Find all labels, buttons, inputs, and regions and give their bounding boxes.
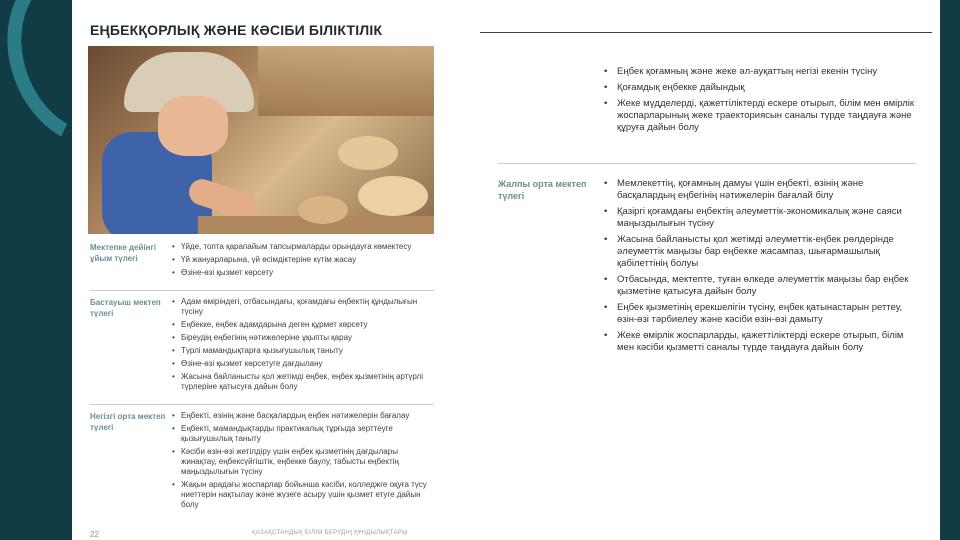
list-item: • Біреудің еңбегінің нәтижелеріне ұқыпты қарау bbox=[172, 333, 434, 343]
photo-shelf bbox=[258, 46, 434, 116]
list-item: • Жеке мүдделерді, қажеттіліктерді ескере отырып, білім мен өмірлік жоспарларының жеке траекториясын саналы түрде таңдауға және құруға дайын болу bbox=[604, 98, 916, 134]
list-item: • Жасына байланысты қол жетімді еңбек, еңбек қызметінің әртүрлі түрлеріне қатысуға дайын болу bbox=[172, 372, 434, 392]
list-item: • Үй жануарларына, үй өсімдіктеріне күтім жасау bbox=[172, 255, 434, 265]
row-label: Мектепке дейінгі ұйым түлегі bbox=[90, 243, 157, 263]
row-label: Негізгі орта мектеп түлегі bbox=[90, 412, 166, 432]
list-item: • Үйде, топта қарапайым тапсырмаларды орындауға көмектесу bbox=[172, 242, 434, 252]
slide-number: 16 bbox=[902, 498, 916, 512]
list-item: • Кәсіби өзін-өзі жетілдіру үшін еңбек қызметінің дағдылары жинақтау, еңбексүйгіштік, еңбекке баулу, табысты еңбектің маңыздылығын түсіну bbox=[172, 447, 434, 477]
list-item: • Еңбекті, өзінің және басқалардың еңбек нәтижелерін бағалау bbox=[172, 411, 434, 421]
row-divider bbox=[90, 290, 434, 291]
list-item: • Еңбекке, еңбек адамдарына деген құрмет көрсету bbox=[172, 320, 434, 330]
list-item: • Қазіргі қоғамдағы еңбектің әлеуметтік-экономикалық және саяси маңыздылығын түсіну bbox=[604, 206, 916, 230]
list-item: • Адам өміріндегі, отбасындағы, қоғамдағы еңбектің құндылығын түсіну bbox=[172, 297, 434, 317]
row-divider bbox=[90, 404, 434, 405]
list-item: • Еңбек қоғамның және жеке әл-ауқаттың негізі екенін түсіну bbox=[604, 66, 916, 78]
row-items bbox=[172, 297, 434, 395]
row-label: Бастауыш мектеп түлегі bbox=[90, 298, 161, 318]
photo-wooden-bowl bbox=[338, 136, 398, 170]
row-items bbox=[172, 411, 434, 513]
list-item: • Еңбекті, мамандықтарды практикалық тұрғыда зерттеуге қызығушылық таныту bbox=[172, 424, 434, 444]
row-items bbox=[604, 178, 916, 358]
footer-text: ҚАЗАҚСТАНДЫҚ БІЛІМ БЕРУДІҢ ҚҰНДЫЛЫҚТАРЫ bbox=[252, 530, 408, 536]
footer-page-number: 22 bbox=[90, 530, 99, 539]
list-item: • Жақын арадағы жоспарлар бойынша кәсіби, колледжге оқуға түсу ниеттерін нақтылау және жүзеге асыру үшін қызмет етуге дайын болу bbox=[172, 480, 434, 510]
photo-wooden-bowl bbox=[298, 196, 348, 224]
slide-right-background bbox=[940, 0, 960, 540]
photo-wooden-bowl bbox=[358, 176, 428, 216]
list-item: • Түрлі мамандықтарға қызығушылық таныту bbox=[172, 346, 434, 356]
row-divider bbox=[498, 163, 916, 164]
list-item: • Өзіне-өзі қызмет көрсетуге дағдылану bbox=[172, 359, 434, 369]
boy-woodworking-photo bbox=[88, 46, 434, 234]
list-item: • Мемлекеттің, қоғамның дамуы үшін еңбекті, өзінің және басқалардың еңбегінің нәтижелерін бағалай білу bbox=[604, 178, 916, 202]
row-items bbox=[604, 66, 916, 138]
page-title: ЕҢБЕКҚОРЛЫҚ ЖӘНЕ КӘСІБИ БІЛІКТІЛІК bbox=[90, 22, 383, 38]
list-item: • Отбасында, мектепте, туған өлкеде әлеуметтік маңызы бар еңбек қызметіне қатысуға дайын болу bbox=[604, 274, 916, 298]
row-items bbox=[172, 242, 434, 281]
list-item: • Жасына байланысты қол жетімді әлеуметтік-еңбек рөлдерінде әлеуметтік маңызы бар еңбекке жасампаз, шығармашылық қабілеттінің болуы bbox=[604, 234, 916, 270]
document-page bbox=[72, 0, 940, 540]
list-item: • Қоғамдық еңбекке дайындық bbox=[604, 82, 916, 94]
row-label: Жалпы орта мектеп түлегі bbox=[498, 179, 587, 201]
photo-boy-face bbox=[158, 96, 228, 156]
list-item: • Өзіне-өзі қызмет көрсету bbox=[172, 268, 434, 278]
top-divider bbox=[480, 32, 932, 33]
list-item: • Еңбек қызметінің ерекшелігін түсіну, еңбек қатынастарын реттеу, өзін-өзі тәрбиелеу және кәсіби өзін-өзі дамыту bbox=[604, 302, 916, 326]
list-item: • Жеке өмірлік жоспарларды, қажеттіліктерді ескере отырып, білім мен кәсіби қызметті саналы түрде таңдауға дайын болу bbox=[604, 330, 916, 354]
